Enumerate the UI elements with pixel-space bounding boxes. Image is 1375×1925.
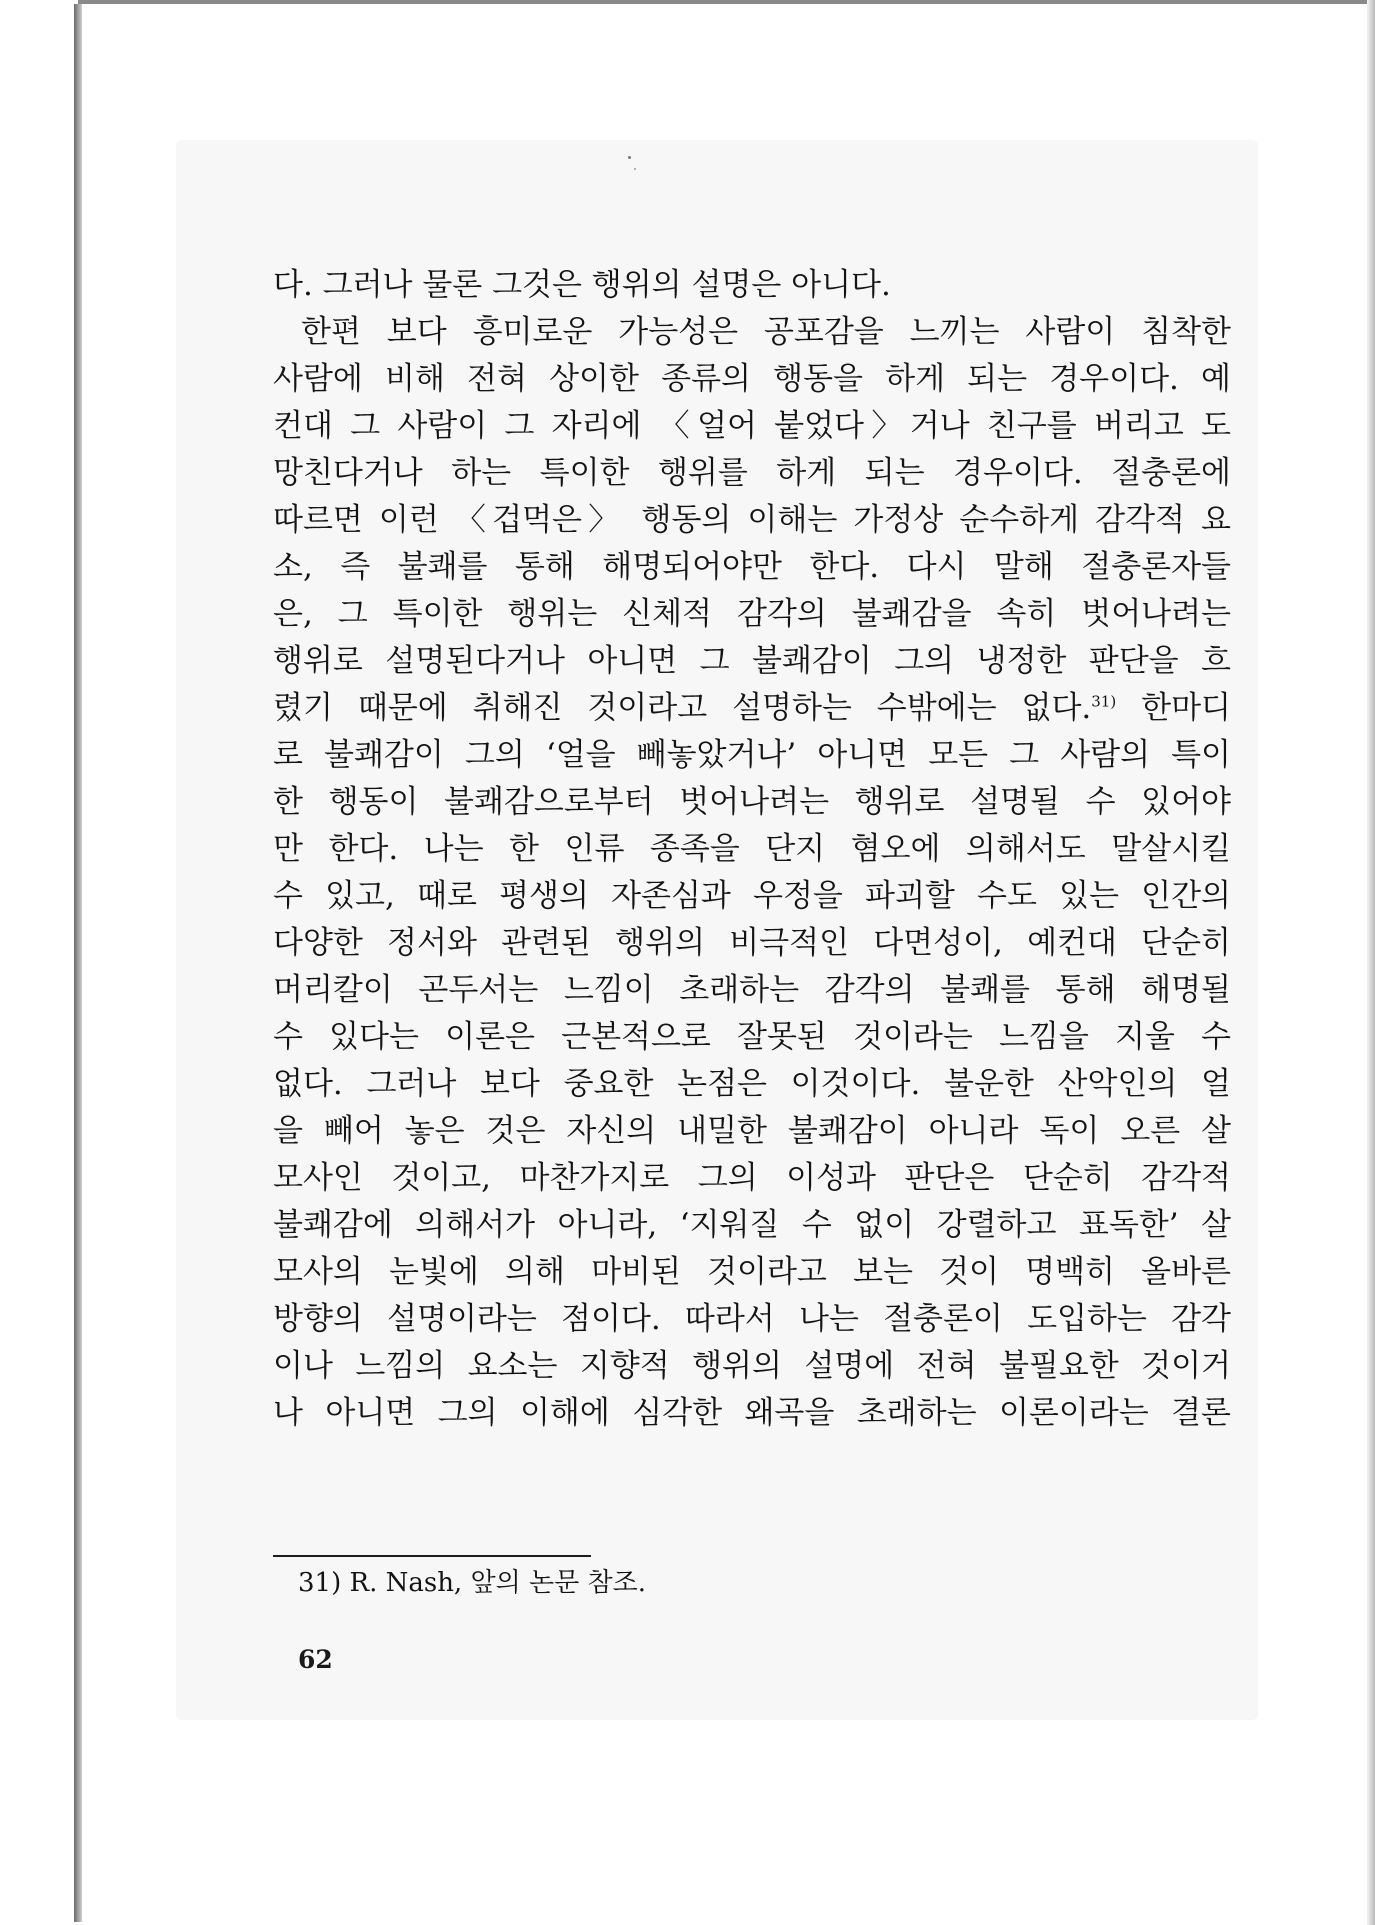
text-line: 방향의 설명이라는 점이다. 따라서 나는 절충론이 도입하는 감각 bbox=[273, 1301, 1231, 1337]
page-number: 62 bbox=[298, 1645, 333, 1674]
text-line: 수 있고, 때로 평생의 자존심과 우정을 파괴할 수도 있는 인간의 bbox=[273, 878, 1231, 914]
body-paragraphs bbox=[273, 262, 1231, 1437]
text-line: 모사인 것이고, 마찬가지로 그의 이성과 판단은 단순히 감각적 bbox=[273, 1160, 1231, 1196]
text-line-with-footnote bbox=[273, 685, 1231, 732]
text-line: 따르면 이런 〈겁먹은〉 행동의 이해는 가정상 순수하게 감각적 요 bbox=[273, 502, 1231, 538]
text-line: 망친다거나 하는 특이한 행위를 하게 되는 경우이다. 절충론에 bbox=[273, 455, 1231, 491]
scan-speck bbox=[628, 156, 631, 159]
text-line: 컨대 그 사람이 그 자리에 〈얼어 붙었다〉거나 친구를 버리고 도 bbox=[273, 408, 1231, 444]
text-line: 다. 그러나 물론 그것은 행위의 설명은 아니다. bbox=[273, 267, 891, 303]
text-line: 다양한 정서와 관련된 행위의 비극적인 다면성이, 예컨대 단순히 bbox=[273, 925, 1231, 961]
text-line: 없다. 그러나 보다 중요한 논점은 이것이다. 불운한 산악인의 얼 bbox=[273, 1066, 1231, 1102]
text-line: 머리칼이 곤두서는 느낌이 초래하는 감각의 불쾌를 통해 해명될 bbox=[273, 972, 1231, 1008]
footnote-marker: 31) bbox=[1091, 692, 1117, 711]
scan-speck bbox=[634, 168, 636, 170]
text-line: 사람에 비해 전혀 상이한 종류의 행동을 하게 되는 경우이다. 예 bbox=[273, 361, 1231, 397]
text-line: 로 불쾌감이 그의 ‘얼을 빼놓았거나’ 아니면 모든 그 사람의 특이 bbox=[273, 737, 1231, 773]
text-line: 행위로 설명된다거나 아니면 그 불쾌감이 그의 냉정한 판단을 흐 bbox=[273, 643, 1231, 679]
footnote: 31) R. Nash, 앞의 논문 참조. bbox=[298, 1568, 646, 1598]
text-line-segment: 렸기 때문에 취해진 것이라고 설명하는 수밖에는 없다. bbox=[273, 690, 1092, 726]
footnote-divider bbox=[273, 1555, 591, 1557]
page-edge-right bbox=[1367, 0, 1375, 1925]
page-edge-left bbox=[74, 4, 82, 1922]
text-line: 모사의 눈빛에 의해 마비된 것이라고 보는 것이 명백히 올바른 bbox=[273, 1254, 1231, 1290]
text-line: 은, 그 특이한 행위는 신체적 감각의 불쾌감을 속히 벗어나려는 bbox=[273, 596, 1231, 632]
text-line: 을 빼어 놓은 것은 자신의 내밀한 불쾌감이 아니라 독이 오른 살 bbox=[273, 1113, 1231, 1149]
text-line: 불쾌감에 의해서가 아니라, ‘지워질 수 없이 강렬하고 표독한’ 살 bbox=[273, 1207, 1231, 1243]
text-line: 한편 보다 흥미로운 가능성은 공포감을 느끼는 사람이 침착한 bbox=[301, 314, 1231, 350]
text-line: 수 있다는 이론은 근본적으로 잘못된 것이라는 느낌을 지울 수 bbox=[273, 1019, 1231, 1055]
text-line: 한 행동이 불쾌감으로부터 벗어나려는 행위로 설명될 수 있어야 bbox=[273, 784, 1231, 820]
text-line: 이나 느낌의 요소는 지향적 행위의 설명에 전혀 불필요한 것이거 bbox=[273, 1348, 1231, 1384]
text-line: 나 아니면 그의 이해에 심각한 왜곡을 초래하는 이론이라는 결론 bbox=[273, 1395, 1231, 1431]
text-line-segment: 한마디 bbox=[1141, 690, 1231, 726]
text-line: 소, 즉 불쾌를 통해 해명되어야만 한다. 다시 말해 절충론자들 bbox=[273, 549, 1231, 585]
text-line: 만 한다. 나는 한 인류 종족을 단지 혐오에 의해서도 말살시킬 bbox=[273, 831, 1231, 867]
